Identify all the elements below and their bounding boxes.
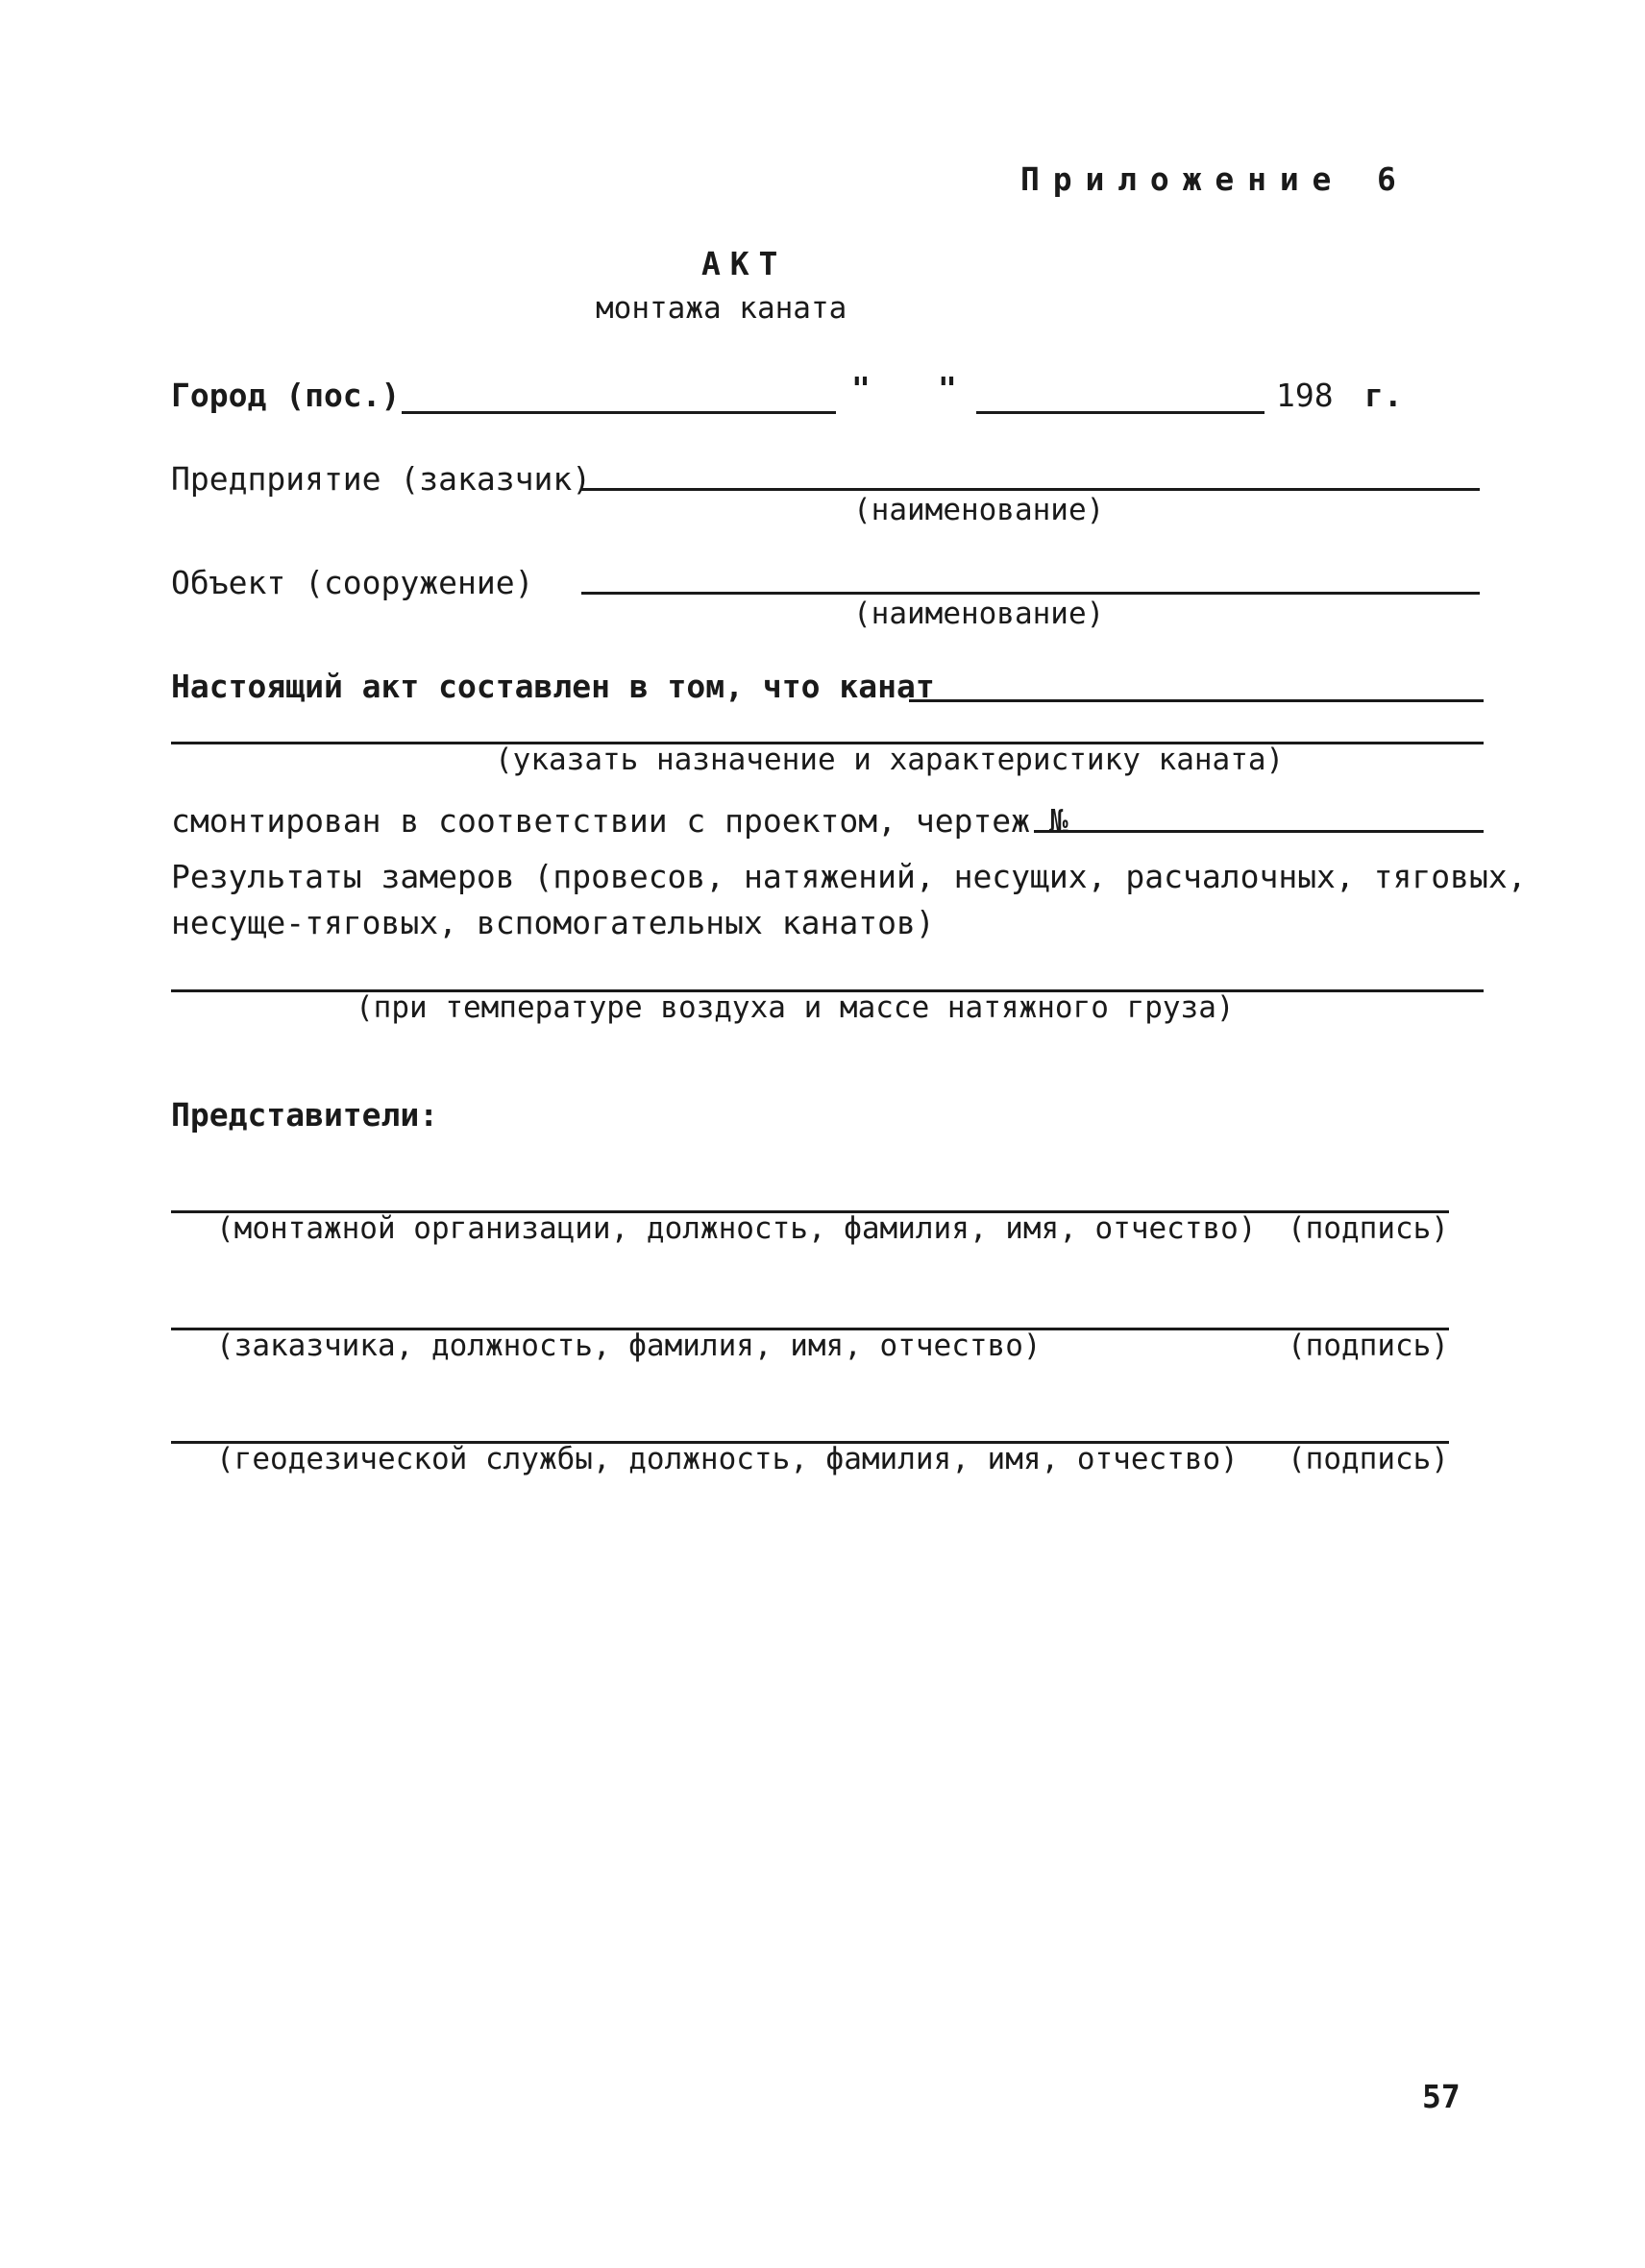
document-title: АКТ [701, 245, 788, 282]
appendix-label: Приложение 6 [1020, 160, 1410, 198]
object-caption: (наименование) [853, 597, 1105, 631]
drawing-number-field[interactable] [1034, 830, 1484, 833]
object-label: Объект (сооружение) [171, 564, 534, 601]
enterprise-label: Предприятие (заказчик) [171, 460, 592, 498]
statement-text: Настоящий акт составлен в том, что канат [171, 668, 935, 705]
city-field[interactable] [402, 411, 836, 414]
results-caption: (при температуре воздуха и массе натяжного груза) [356, 990, 1235, 1025]
representative-caption-1: (монтажной организации, должность, фамилия, имя, отчество) [216, 1211, 1257, 1246]
date-quote-open: " [851, 370, 871, 407]
enterprise-caption: (наименование) [853, 493, 1105, 527]
page-number: 57 [1422, 2078, 1461, 2115]
year-suffix: г. [1364, 377, 1403, 414]
statement-field-end[interactable] [909, 699, 1484, 702]
mounted-text: смонтирован в соответствии с проектом, чертеж № [171, 802, 1068, 840]
results-line-1: Результаты замеров (провесов, натяжений, несущих, расчалочных, тяговых, [171, 858, 1527, 895]
signature-caption-2: (подпись) [1288, 1329, 1449, 1363]
signature-caption-3: (подпись) [1288, 1442, 1449, 1476]
object-field[interactable] [581, 592, 1480, 595]
statement-caption: (указать назначение и характеристику каната) [495, 743, 1285, 777]
enterprise-field[interactable] [581, 488, 1480, 491]
document-subtitle: монтажа каната [596, 291, 847, 326]
results-line-2: несуще-тяговых, вспомогательных канатов) [171, 904, 935, 941]
date-field[interactable] [976, 411, 1264, 414]
year-value: 198 [1276, 377, 1334, 414]
city-label: Город (пос.) [171, 377, 401, 414]
representative-caption-3: (геодезической службы, должность, фамилия, имя, отчество) [216, 1442, 1239, 1476]
date-quote-close: " [938, 370, 957, 407]
representative-caption-2: (заказчика, должность, фамилия, имя, отчество) [216, 1329, 1042, 1363]
signature-caption-1: (подпись) [1288, 1211, 1449, 1246]
representatives-heading: Представители: [171, 1096, 439, 1134]
